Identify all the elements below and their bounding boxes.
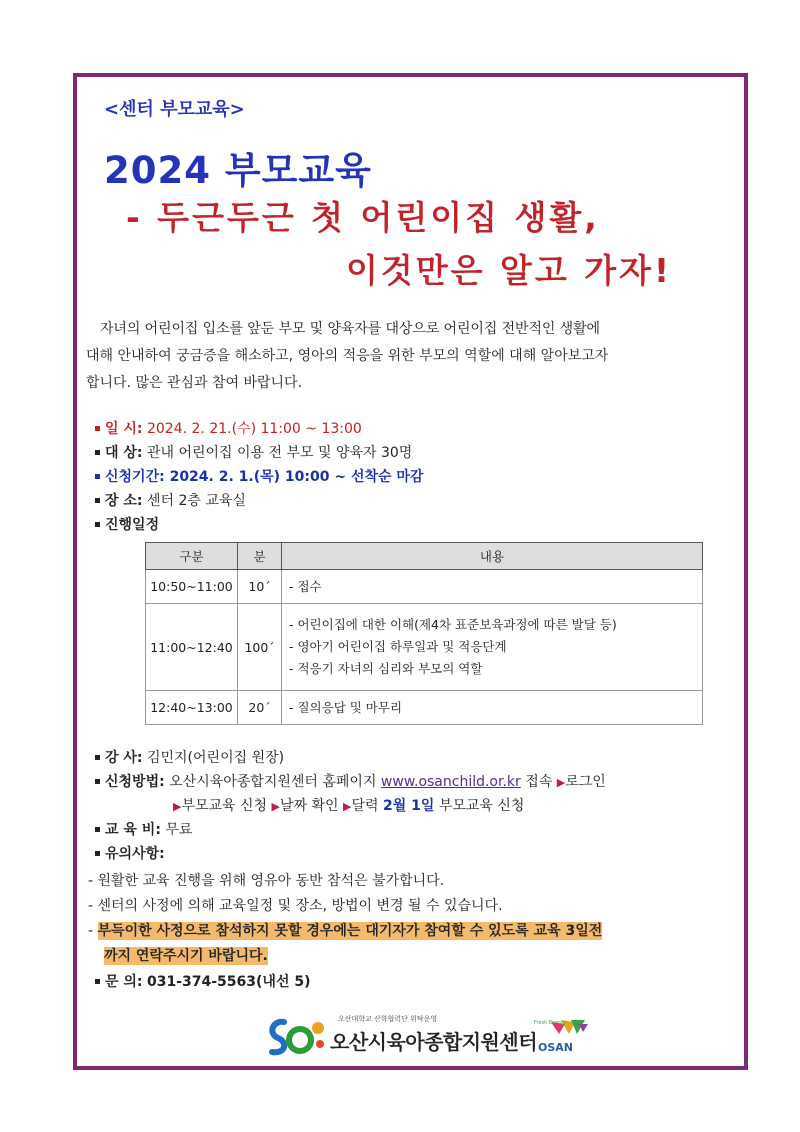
content-cell: - 질의응답 및 마무리 xyxy=(282,691,703,725)
city-name: OSAN xyxy=(538,1041,573,1054)
info-target: 대 상: 관내 어린이집 이용 전 부모 및 양육자 30명 xyxy=(95,442,412,462)
info-method: 신청방법: 오산시육아종합지원센터 홈페이지 www.osanchild.or.kr 접속 ▶로그인 xyxy=(95,771,606,791)
table-header-cell: 구분 xyxy=(146,543,238,570)
bullet-icon xyxy=(95,779,100,784)
page-title: 2024 부모교육 xyxy=(104,149,372,192)
section-subtitle: <센터 부모교육> xyxy=(104,99,245,120)
table-row xyxy=(146,691,703,725)
headline-line-1: - 두근두근 첫 어린이집 생활, xyxy=(126,198,600,237)
table-header-row xyxy=(146,543,703,570)
footer-logos xyxy=(266,1012,596,1060)
time-cell: 12:40~13:00 xyxy=(146,691,238,725)
content-cell: - 접수 xyxy=(282,570,703,604)
minutes-cell: 100´ xyxy=(238,604,282,691)
intro-line-2: 대해 안내하여 궁금증을 해소하고, 영아의 적응을 위한 부모의 역할에 대해 알아보고자 xyxy=(86,348,609,364)
content-cell: - 어린이집에 대한 이해(제4차 표준보육과정에 따른 발달 등) - 영아기 어린이집 하루일과 및 적응단계 - 적응기 자녀의 심리와 부모의 역할 xyxy=(282,604,703,691)
center-logo-icon xyxy=(266,1014,328,1058)
bullet-icon xyxy=(95,498,100,503)
headline-line-2: 이것만은 알고 가자! xyxy=(346,251,673,290)
info-lecturer: 강 사: 김민지(어린이집 원장) xyxy=(95,747,284,767)
arrow-right-icon: ▶ xyxy=(271,800,280,813)
info-notes-label: 유의사항: xyxy=(95,843,165,863)
schedule-table xyxy=(145,542,703,725)
info-apply-period: 신청기간: 2024. 2. 1.(목) 10:00 ~ 선착순 마감 xyxy=(95,466,423,486)
intro-line-3: 합니다. 많은 관심과 참여 바랍니다. xyxy=(86,375,303,391)
bullet-icon xyxy=(95,755,100,760)
bullet-icon xyxy=(95,450,100,455)
info-schedule-label: 진행일정 xyxy=(95,514,159,534)
note-3-cont: 까지 연락주시기 바랍니다. xyxy=(104,948,268,964)
time-cell: 11:00~12:40 xyxy=(146,604,238,691)
org-name: 오산시육아종합지원센터 xyxy=(330,1030,538,1054)
note-1: - 원활한 교육 진행을 위해 영유아 동반 참석은 불가합니다. xyxy=(88,873,445,889)
info-method-steps: ▶부모교육 신청 ▶날짜 확인 ▶달력 2월 1일 부모교육 신청 xyxy=(173,798,525,814)
org-small-text: 오산대학교 산학협력단 위탁운영 xyxy=(338,1015,438,1023)
bullet-icon xyxy=(95,522,100,527)
city-tagline: Fresh Energy xyxy=(534,1020,567,1026)
intro-paragraph xyxy=(86,316,738,397)
intro-line-1: 자녀의 어린이집 입소를 앞둔 부모 및 양육자를 대상으로 어린이집 전반적인 생활에 xyxy=(100,321,600,337)
bullet-icon xyxy=(95,979,100,984)
info-fee: 교 육 비: 무료 xyxy=(95,819,192,839)
info-date: 일 시: 2024. 2. 21.(수) 11:00 ~ 13:00 xyxy=(95,418,362,438)
arrow-right-icon: ▶ xyxy=(556,776,566,789)
note-3: - 부득이한 사정으로 참석하지 못할 경우에는 대기자가 참여할 수 있도록 교육 3일전 xyxy=(88,923,603,939)
table-row xyxy=(146,604,703,691)
table-header-cell: 분 xyxy=(238,543,282,570)
arrow-right-icon: ▶ xyxy=(173,800,182,813)
arrow-right-icon: ▶ xyxy=(343,800,352,813)
info-place: 장 소: 센터 2층 교육실 xyxy=(95,490,246,510)
bullet-icon xyxy=(95,426,100,431)
bullet-icon xyxy=(95,474,100,479)
info-contact: 문 의: 031-374-5563(내선 5) xyxy=(95,971,310,991)
table-row xyxy=(146,570,703,604)
minutes-cell: 20´ xyxy=(238,691,282,725)
homepage-link[interactable]: www.osanchild.or.kr xyxy=(380,774,521,790)
table-header-cell: 내용 xyxy=(282,543,703,570)
note-2: - 센터의 사정에 의해 교육일정 및 장소, 방법이 변경 될 수 있습니다. xyxy=(88,898,503,914)
bullet-icon xyxy=(95,827,100,832)
bullet-icon xyxy=(95,851,100,856)
time-cell: 10:50~11:00 xyxy=(146,570,238,604)
minutes-cell: 10´ xyxy=(238,570,282,604)
